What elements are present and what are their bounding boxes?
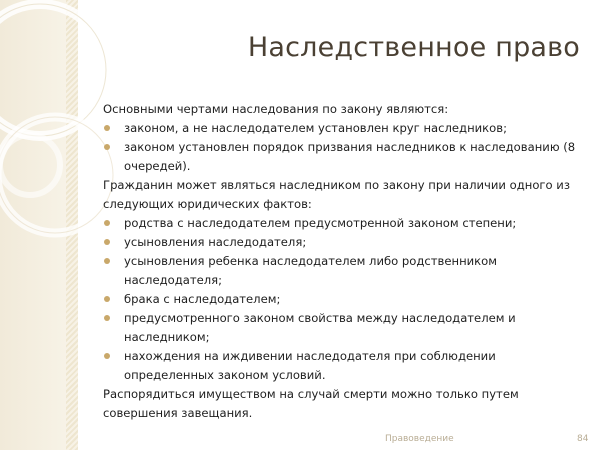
list-item-text: усыновления ребенка наследодателем либо родственником наследодателя; [124,254,498,287]
bullet-icon [104,296,110,302]
list-item [103,119,578,138]
closing-paragraph: Распорядиться имуществом на случай смерти можно только путем совершения завещания. [103,387,519,420]
bullet-icon [104,315,110,321]
list-item [103,309,578,347]
deco-ring-small [0,135,60,195]
list-item-text: брака с наследодателем; [124,292,281,306]
bullet-icon [104,125,110,131]
slide-content [103,100,578,423]
bullet-icon [104,258,110,264]
bullet-icon [104,144,110,150]
list-item [103,347,578,385]
list-item-text: законом, а не наследодателем установлен круг наследников; [124,121,508,135]
slide-title: Наследственное право [247,32,580,63]
footer-subject: Правоведение [385,434,454,444]
bullet-icon [104,353,110,359]
list-item [103,233,578,252]
page-number: 84 [577,434,589,444]
intro-paragraph: Основными чертами наследования по закону являются: [103,102,449,116]
list-item [103,138,578,176]
second-paragraph: Гражданин может являться наследником по закону при наличии одного из следующих юридических фактов: [103,178,571,211]
list-item-text: усыновления наследодателя; [124,235,307,249]
list-item [103,214,578,233]
list-item [103,290,578,309]
bullet-icon [104,220,110,226]
list-item [103,252,578,290]
bullet-icon [104,239,110,245]
list-item-text: нахождения на иждивении наследодателя при соблюдении определенных законом условий. [124,349,496,382]
list-item-text: законом установлен порядок призвания наследников к наследованию (8 очередей). [124,140,576,173]
list-item-text: родства с наследодателем предусмотренной законом степени; [124,216,517,230]
list-item-text: предусмотренного законом свойства между наследодателем и наследником; [124,311,516,344]
